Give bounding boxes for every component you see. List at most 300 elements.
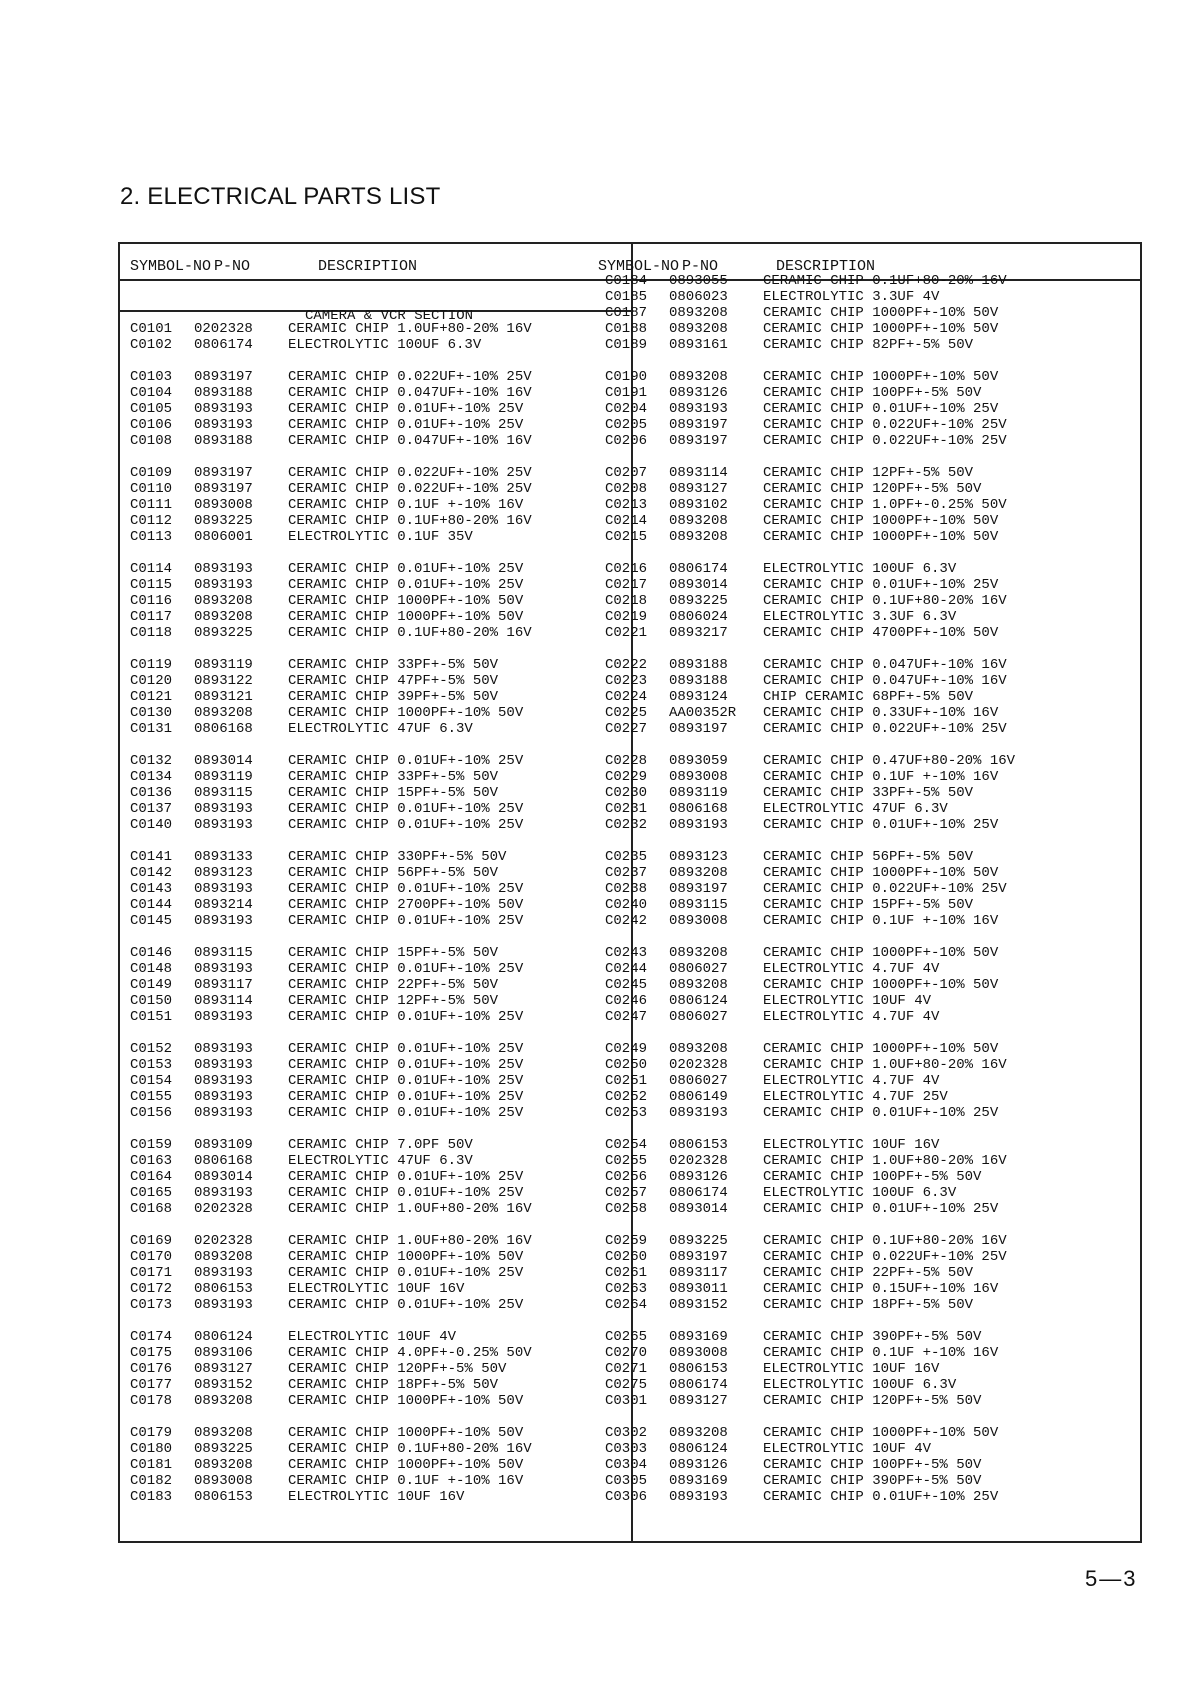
part-row [605,865,1075,881]
part-group [130,561,550,641]
p-no-cell: 0893193 [194,1297,253,1313]
symbol-no-cell: C0146 [130,945,173,961]
symbol-no-cell: C0145 [130,913,173,929]
symbol-no-cell: C0159 [130,1137,173,1153]
part-group [605,273,1075,353]
p-no-cell: 0893193 [194,913,253,929]
symbol-no-cell: C0109 [130,465,173,481]
p-no-cell: 0202328 [194,1233,253,1249]
p-no-cell: 0893055 [669,273,728,289]
part-row [605,705,1075,721]
p-no-cell: 0893193 [194,417,253,433]
right-column [605,273,1075,1521]
p-no-cell: 0893225 [669,593,728,609]
symbol-no-cell: C0238 [605,881,648,897]
part-row [605,529,1075,545]
p-no-cell: 0806168 [669,801,728,817]
symbol-no-cell: C0205 [605,417,648,433]
p-no-cell: 0893008 [194,497,253,513]
part-group [605,1041,1075,1121]
description-cell: CERAMIC CHIP 0.01UF+-10% 25V [288,817,524,833]
description-cell: CERAMIC CHIP 1000PF+-10% 50V [288,1425,524,1441]
part-row [130,1393,550,1409]
symbol-no-cell: C0216 [605,561,648,577]
p-no-cell: 0893197 [669,881,728,897]
part-row [130,1489,550,1505]
p-no-cell: 0202328 [194,321,253,337]
p-no-cell: 0893208 [669,865,728,881]
part-row [130,401,550,417]
part-row [605,1249,1075,1265]
symbol-no-cell: C0223 [605,673,648,689]
part-row [605,1169,1075,1185]
p-no-cell: 0893121 [194,689,253,705]
description-cell: CERAMIC CHIP 0.1UF+80-20% 16V [763,273,1007,289]
part-row [130,609,550,625]
symbol-no-cell: C0242 [605,913,648,929]
symbol-no-cell: C0191 [605,385,648,401]
description-cell: CERAMIC CHIP 0.01UF+-10% 25V [288,577,524,593]
description-cell: CERAMIC CHIP 1.0UF+80-20% 16V [763,1153,1007,1169]
description-cell: CERAMIC CHIP 18PF+-5% 50V [763,1297,974,1313]
symbol-no-cell: C0174 [130,1329,173,1345]
p-no-cell: 0893197 [669,1249,728,1265]
symbol-no-cell: C0137 [130,801,173,817]
part-row [130,993,550,1009]
symbol-no-cell: C0178 [130,1393,173,1409]
symbol-no-cell: C0151 [130,1009,173,1025]
part-row [130,785,550,801]
symbol-no-cell: C0218 [605,593,648,609]
symbol-no-cell: C0250 [605,1057,648,1073]
p-no-cell: 0893193 [194,817,253,833]
left-column [130,321,550,1521]
p-no-cell: 0893208 [669,369,728,385]
part-row [130,769,550,785]
part-group [130,849,550,929]
description-cell: CERAMIC CHIP 0.022UF+-10% 25V [288,481,532,497]
p-no-cell: 0893208 [194,1393,253,1409]
symbol-no-cell: C0144 [130,897,173,913]
p-no-cell: 0893193 [194,1057,253,1073]
part-row [605,1281,1075,1297]
p-no-cell: 0893106 [194,1345,253,1361]
p-no-cell: 0893208 [669,1425,728,1441]
description-cell: ELECTROLYTIC 4.7UF 4V [763,1009,940,1025]
symbol-no-cell: C0175 [130,1345,173,1361]
part-row [605,1089,1075,1105]
symbol-no-cell: C0204 [605,401,648,417]
description-cell: CERAMIC CHIP 12PF+-5% 50V [763,465,974,481]
symbol-no-cell: C0261 [605,1265,648,1281]
part-row [605,465,1075,481]
p-no-cell: 0893115 [194,785,253,801]
header-description-right: DESCRIPTION [776,258,876,275]
description-cell: ELECTROLYTIC 10UF 4V [763,1441,932,1457]
description-cell: CERAMIC CHIP 1000PF+-10% 50V [763,1041,999,1057]
part-group [605,1233,1075,1313]
part-group [605,657,1075,737]
p-no-cell: AA00352R [669,705,737,721]
part-row [605,321,1075,337]
symbol-no-cell: C0230 [605,785,648,801]
part-row [130,657,550,673]
symbol-no-cell: C0102 [130,337,173,353]
symbol-no-cell: C0306 [605,1489,648,1505]
symbol-no-cell: C0225 [605,705,648,721]
part-row [130,465,550,481]
part-row [605,1009,1075,1025]
symbol-no-cell: C0245 [605,977,648,993]
symbol-no-cell: C0255 [605,1153,648,1169]
description-cell: CERAMIC CHIP 0.022UF+-10% 25V [288,465,532,481]
part-row [130,865,550,881]
description-cell: CERAMIC CHIP 0.01UF+-10% 25V [288,913,524,929]
p-no-cell: 0893014 [194,753,253,769]
part-row [605,305,1075,321]
p-no-cell: 0893115 [194,945,253,961]
part-row [605,593,1075,609]
part-row [605,1137,1075,1153]
symbol-no-cell: C0249 [605,1041,648,1057]
part-row [130,1073,550,1089]
part-row [130,593,550,609]
p-no-cell: 0893126 [669,1169,728,1185]
description-cell: CERAMIC CHIP 1.0UF+80-20% 16V [763,1057,1007,1073]
part-row [605,273,1075,289]
symbol-no-cell: C0271 [605,1361,648,1377]
part-group [605,1425,1075,1505]
symbol-no-cell: C0115 [130,577,173,593]
symbol-no-cell: C0252 [605,1089,648,1105]
symbol-no-cell: C0142 [130,865,173,881]
p-no-cell: 0893193 [669,1489,728,1505]
p-no-cell: 0893008 [669,913,728,929]
p-no-cell: 0806153 [669,1361,728,1377]
p-no-cell: 0202328 [669,1153,728,1169]
symbol-no-cell: C0258 [605,1201,648,1217]
symbol-no-cell: C0101 [130,321,173,337]
part-row [605,689,1075,705]
description-cell: CERAMIC CHIP 33PF+-5% 50V [288,769,499,785]
part-group [130,753,550,833]
description-cell: ELECTROLYTIC 47UF 6.3V [763,801,948,817]
description-cell: CERAMIC CHIP 2700PF+-10% 50V [288,897,524,913]
part-group [605,561,1075,641]
parts-table [118,242,1142,1543]
part-group [130,1233,550,1313]
symbol-no-cell: C0106 [130,417,173,433]
symbol-no-cell: C0229 [605,769,648,785]
header-p-no-left: P-NO [214,258,251,275]
description-cell: ELECTROLYTIC 4.7UF 25V [763,1089,948,1105]
p-no-cell: 0893193 [194,1105,253,1121]
part-row [130,1345,550,1361]
description-cell: CERAMIC CHIP 1000PF+-10% 50V [763,977,999,993]
symbol-no-cell: C0121 [130,689,173,705]
part-row [605,497,1075,513]
part-row [605,897,1075,913]
description-cell: CERAMIC CHIP 1.0UF+80-20% 16V [288,1233,532,1249]
symbol-no-cell: C0304 [605,1457,648,1473]
p-no-cell: 0893197 [194,369,253,385]
part-row [130,513,550,529]
p-no-cell: 0893008 [194,1473,253,1489]
symbol-no-cell: C0237 [605,865,648,881]
description-cell: CERAMIC CHIP 120PF+-5% 50V [763,1393,982,1409]
symbol-no-cell: C0119 [130,657,173,673]
part-row [130,1009,550,1025]
part-row [130,625,550,641]
symbol-no-cell: C0103 [130,369,173,385]
p-no-cell: 0893193 [194,577,253,593]
description-cell: ELECTROLYTIC 10UF 16V [288,1281,465,1297]
description-cell: CERAMIC CHIP 15PF+-5% 50V [288,785,499,801]
description-cell: CERAMIC CHIP 1000PF+-10% 50V [763,321,999,337]
part-row [605,1073,1075,1089]
symbol-no-cell: C0263 [605,1281,648,1297]
p-no-cell: 0893208 [194,1425,253,1441]
description-cell: CERAMIC CHIP 1000PF+-10% 50V [763,1425,999,1441]
part-row [605,1345,1075,1361]
p-no-cell: 0893193 [194,1009,253,1025]
p-no-cell: 0893122 [194,673,253,689]
p-no-cell: 0893193 [194,1185,253,1201]
part-row [130,1441,550,1457]
p-no-cell: 0893193 [669,401,728,417]
description-cell: CERAMIC CHIP 15PF+-5% 50V [763,897,974,913]
symbol-no-cell: C0165 [130,1185,173,1201]
description-cell: CERAMIC CHIP 0.01UF+-10% 25V [288,1185,524,1201]
description-cell: ELECTROLYTIC 3.3UF 4V [763,289,940,305]
p-no-cell: 0806153 [194,1281,253,1297]
p-no-cell: 0893197 [194,481,253,497]
description-cell: ELECTROLYTIC 4.7UF 4V [763,1073,940,1089]
symbol-no-cell: C0114 [130,561,173,577]
description-cell: CERAMIC CHIP 0.01UF+-10% 25V [288,401,524,417]
p-no-cell: 0893193 [194,961,253,977]
symbol-no-cell: C0153 [130,1057,173,1073]
description-cell: ELECTROLYTIC 10UF 16V [763,1137,940,1153]
symbol-no-cell: C0222 [605,657,648,673]
symbol-no-cell: C0265 [605,1329,648,1345]
description-cell: CERAMIC CHIP 12PF+-5% 50V [288,993,499,1009]
symbol-no-cell: C0111 [130,497,173,513]
description-cell: CERAMIC CHIP 0.01UF+-10% 25V [763,817,999,833]
description-cell: CERAMIC CHIP 0.01UF+-10% 25V [288,1089,524,1105]
section-title: CAMERA & VCR SECTION [305,308,474,324]
description-cell: CERAMIC CHIP 1000PF+-10% 50V [763,513,999,529]
description-cell: CERAMIC CHIP 0.01UF+-10% 25V [288,1009,524,1025]
p-no-cell: 0893197 [669,417,728,433]
p-no-cell: 0893127 [669,1393,728,1409]
symbol-no-cell: C0152 [130,1041,173,1057]
description-cell: CERAMIC CHIP 18PF+-5% 50V [288,1377,499,1393]
p-no-cell: 0893123 [194,865,253,881]
symbol-no-cell: C0228 [605,753,648,769]
p-no-cell: 0893169 [669,1473,728,1489]
symbol-no-cell: C0170 [130,1249,173,1265]
symbol-no-cell: C0112 [130,513,173,529]
part-group [605,945,1075,1025]
description-cell: CERAMIC CHIP 0.1UF +-10% 16V [288,497,524,513]
symbol-no-cell: C0181 [130,1457,173,1473]
description-cell: CERAMIC CHIP 0.1UF +-10% 16V [288,1473,524,1489]
description-cell: CERAMIC CHIP 0.047UF+-10% 16V [763,673,1007,689]
p-no-cell: 0893208 [669,945,728,961]
part-group [605,1329,1075,1409]
description-cell: CERAMIC CHIP 100PF+-5% 50V [763,385,982,401]
part-group [130,945,550,1025]
description-cell: ELECTROLYTIC 100UF 6.3V [763,1377,957,1393]
description-cell: CERAMIC CHIP 0.01UF+-10% 25V [288,1265,524,1281]
p-no-cell: 0893126 [669,1457,728,1473]
part-row [605,1489,1075,1505]
symbol-no-cell: C0301 [605,1393,648,1409]
description-cell: CERAMIC CHIP 0.01UF+-10% 25V [288,881,524,897]
description-cell: ELECTROLYTIC 47UF 6.3V [288,721,473,737]
part-row [605,1361,1075,1377]
p-no-cell: 0893208 [669,1041,728,1057]
part-row [130,577,550,593]
part-row [130,1169,550,1185]
p-no-cell: 0893225 [194,1441,253,1457]
p-no-cell: 0893193 [194,801,253,817]
p-no-cell: 0893126 [669,385,728,401]
description-cell: CERAMIC CHIP 7.0PF 50V [288,1137,473,1153]
part-row [130,913,550,929]
p-no-cell: 0893109 [194,1137,253,1153]
header-description-left: DESCRIPTION [318,258,418,275]
symbol-no-cell: C0243 [605,945,648,961]
part-row [130,321,550,337]
p-no-cell: 0893119 [194,657,253,673]
description-cell: CERAMIC CHIP 1000PF+-10% 50V [763,865,999,881]
description-cell: CERAMIC CHIP 390PF+-5% 50V [763,1473,982,1489]
part-row [130,817,550,833]
p-no-cell: 0893208 [669,529,728,545]
part-row [605,481,1075,497]
description-cell: CERAMIC CHIP 1000PF+-10% 50V [763,305,999,321]
p-no-cell: 0806153 [669,1137,728,1153]
p-no-cell: 0893214 [194,897,253,913]
p-no-cell: 0893225 [669,1233,728,1249]
p-no-cell: 0893197 [669,433,728,449]
p-no-cell: 0893119 [194,769,253,785]
description-cell: CERAMIC CHIP 1000PF+-10% 50V [763,945,999,961]
description-cell: CERAMIC CHIP 1000PF+-10% 50V [288,593,524,609]
p-no-cell: 0893102 [669,497,728,513]
p-no-cell: 0893188 [194,433,253,449]
symbol-no-cell: C0257 [605,1185,648,1201]
symbol-no-cell: C0189 [605,337,648,353]
p-no-cell: 0893225 [194,625,253,641]
part-group [130,465,550,545]
symbol-no-cell: C0182 [130,1473,173,1489]
description-cell: CERAMIC CHIP 1.0UF+80-20% 16V [288,1201,532,1217]
symbol-no-cell: C0303 [605,1441,648,1457]
part-row [130,1425,550,1441]
part-row [605,417,1075,433]
symbol-no-cell: C0117 [130,609,173,625]
part-row [130,673,550,689]
part-row [130,1457,550,1473]
part-row [605,657,1075,673]
symbol-no-cell: C0207 [605,465,648,481]
p-no-cell: 0893193 [669,1105,728,1121]
part-row [130,945,550,961]
description-cell: CERAMIC CHIP 39PF+-5% 50V [288,689,499,705]
p-no-cell: 0893193 [194,1089,253,1105]
part-group [605,849,1075,929]
description-cell: CERAMIC CHIP 0.1UF+80-20% 16V [763,593,1007,609]
part-row [130,1281,550,1297]
symbol-no-cell: C0275 [605,1377,648,1393]
symbol-no-cell: C0134 [130,769,173,785]
symbol-no-cell: C0179 [130,1425,173,1441]
p-no-cell: 0893124 [669,689,728,705]
description-cell: CERAMIC CHIP 0.01UF+-10% 25V [288,1297,524,1313]
symbol-no-cell: C0105 [130,401,173,417]
symbol-no-cell: C0154 [130,1073,173,1089]
part-row [605,1057,1075,1073]
p-no-cell: 0893208 [669,513,728,529]
symbol-no-cell: C0108 [130,433,173,449]
description-cell: CERAMIC CHIP 56PF+-5% 50V [763,849,974,865]
p-no-cell: 0893208 [194,593,253,609]
description-cell: CERAMIC CHIP 100PF+-5% 50V [763,1169,982,1185]
symbol-no-cell: C0215 [605,529,648,545]
symbol-no-cell: C0244 [605,961,648,977]
symbol-no-cell: C0180 [130,1441,173,1457]
p-no-cell: 0893197 [194,465,253,481]
description-cell: CERAMIC CHIP 0.01UF+-10% 25V [288,1105,524,1121]
symbol-no-cell: C0110 [130,481,173,497]
p-no-cell: 0893197 [669,721,728,737]
part-row [605,1457,1075,1473]
symbol-no-cell: C0130 [130,705,173,721]
part-row [130,1297,550,1313]
description-cell: CERAMIC CHIP 0.01UF+-10% 25V [763,1201,999,1217]
description-cell: CERAMIC CHIP 4.0PF+-0.25% 50V [288,1345,532,1361]
p-no-cell: 0893117 [669,1265,728,1281]
description-cell: CERAMIC CHIP 0.47UF+80-20% 16V [763,753,1016,769]
part-row [130,1329,550,1345]
p-no-cell: 0893193 [194,1073,253,1089]
p-no-cell: 0893208 [194,1457,253,1473]
p-no-cell: 0806124 [669,1441,728,1457]
part-row [605,369,1075,385]
p-no-cell: 0893208 [669,321,728,337]
description-cell: CERAMIC CHIP 0.01UF+-10% 25V [763,1105,999,1121]
symbol-no-cell: C0214 [605,513,648,529]
part-row [605,625,1075,641]
p-no-cell: 0893208 [669,977,728,993]
part-row [605,1185,1075,1201]
part-row [605,433,1075,449]
description-cell: CERAMIC CHIP 1000PF+-10% 50V [288,1393,524,1409]
description-cell: CERAMIC CHIP 82PF+-5% 50V [763,337,974,353]
p-no-cell: 0893008 [669,769,728,785]
part-group [130,1329,550,1409]
p-no-cell: 0893188 [669,657,728,673]
description-cell: CERAMIC CHIP 1000PF+-10% 50V [763,369,999,385]
header-p-no-right: P-NO [682,258,719,275]
part-row [605,1329,1075,1345]
part-row [130,1233,550,1249]
part-row [605,1441,1075,1457]
description-cell: CERAMIC CHIP 0.01UF+-10% 25V [288,1169,524,1185]
